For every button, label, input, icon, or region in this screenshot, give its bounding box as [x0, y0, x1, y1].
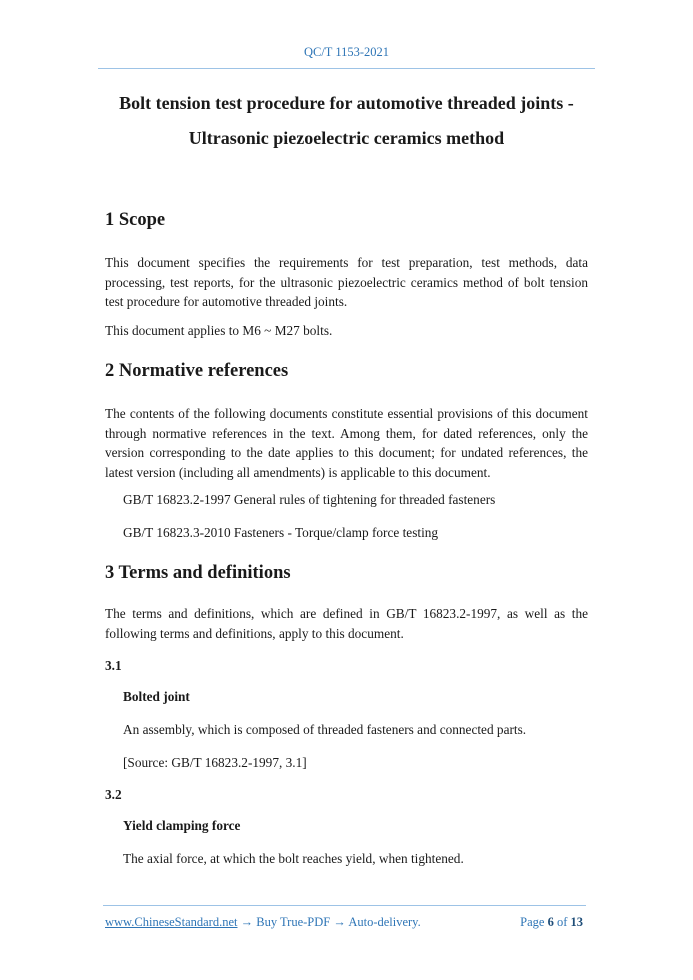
- page-label: Page: [520, 915, 545, 929]
- buy-pdf-link[interactable]: Buy True-PDF: [256, 915, 331, 929]
- term-definition: The axial force, at which the bolt reaches yield, when tightened.: [123, 851, 464, 866]
- title-line-1: Bolt tension test procedure for automotive threaded joints -: [119, 93, 574, 113]
- scope-paragraph-2: This document applies to M6 ~ M27 bolts.: [105, 323, 333, 338]
- page-indicator: [520, 915, 583, 930]
- reference-item: GB/T 16823.3-2010 Fasteners - Torque/clamp force testing: [123, 525, 439, 540]
- term-definition: An assembly, which is composed of threaded fasteners and connected parts.: [123, 722, 527, 737]
- footer-links: [105, 915, 421, 930]
- arrow-right-icon: →: [240, 915, 254, 929]
- page-current: 6: [547, 915, 554, 929]
- of-label: of: [556, 915, 568, 929]
- term-source: [Source: GB/T 16823.2-1997, 3.1]: [123, 755, 307, 770]
- heading-terms-definitions: 3 Terms and definitions: [105, 563, 291, 583]
- term-title: Bolted joint: [123, 689, 190, 704]
- heading-normative-references: 2 Normative references: [105, 361, 289, 381]
- title-line-2: Ultrasonic piezoelectric ceramics method: [188, 128, 505, 148]
- reference-item: GB/T 16823.2-1997 General rules of tightening for threaded fasteners: [123, 492, 496, 507]
- term-number: 3.1: [105, 658, 122, 673]
- scope-paragraph-1: This document specifies the requirements for test preparation, test methods, data processing, test reports, for the ultrasonic piezoelectric ceramics method of bolt tension test procedure for automotive threaded joints.: [105, 255, 588, 309]
- term-title: Yield clamping force: [123, 818, 241, 833]
- normative-paragraph: The contents of the following documents constitute essential provisions of this document through normative references in the text. Among them, for dated references, only the version corresponding to the date applies to this document; for undated references, the latest version (including all amendments) is applicable to this document.: [105, 406, 588, 480]
- footer-divider: [103, 905, 586, 906]
- document-code: QC/T 1153-2021: [303, 45, 390, 59]
- auto-delivery-text: Auto-delivery.: [348, 915, 421, 929]
- arrow-right-icon: →: [333, 915, 346, 929]
- page-total: 13: [570, 915, 583, 929]
- term-number: 3.2: [105, 787, 122, 802]
- header-divider: [98, 68, 595, 69]
- site-link[interactable]: www.ChineseStandard.net: [105, 915, 238, 929]
- terms-paragraph: The terms and definitions, which are defined in GB/T 16823.2-1997, as well as the following terms and definitions, apply to this document.: [105, 606, 588, 641]
- heading-scope: 1 Scope: [105, 210, 166, 230]
